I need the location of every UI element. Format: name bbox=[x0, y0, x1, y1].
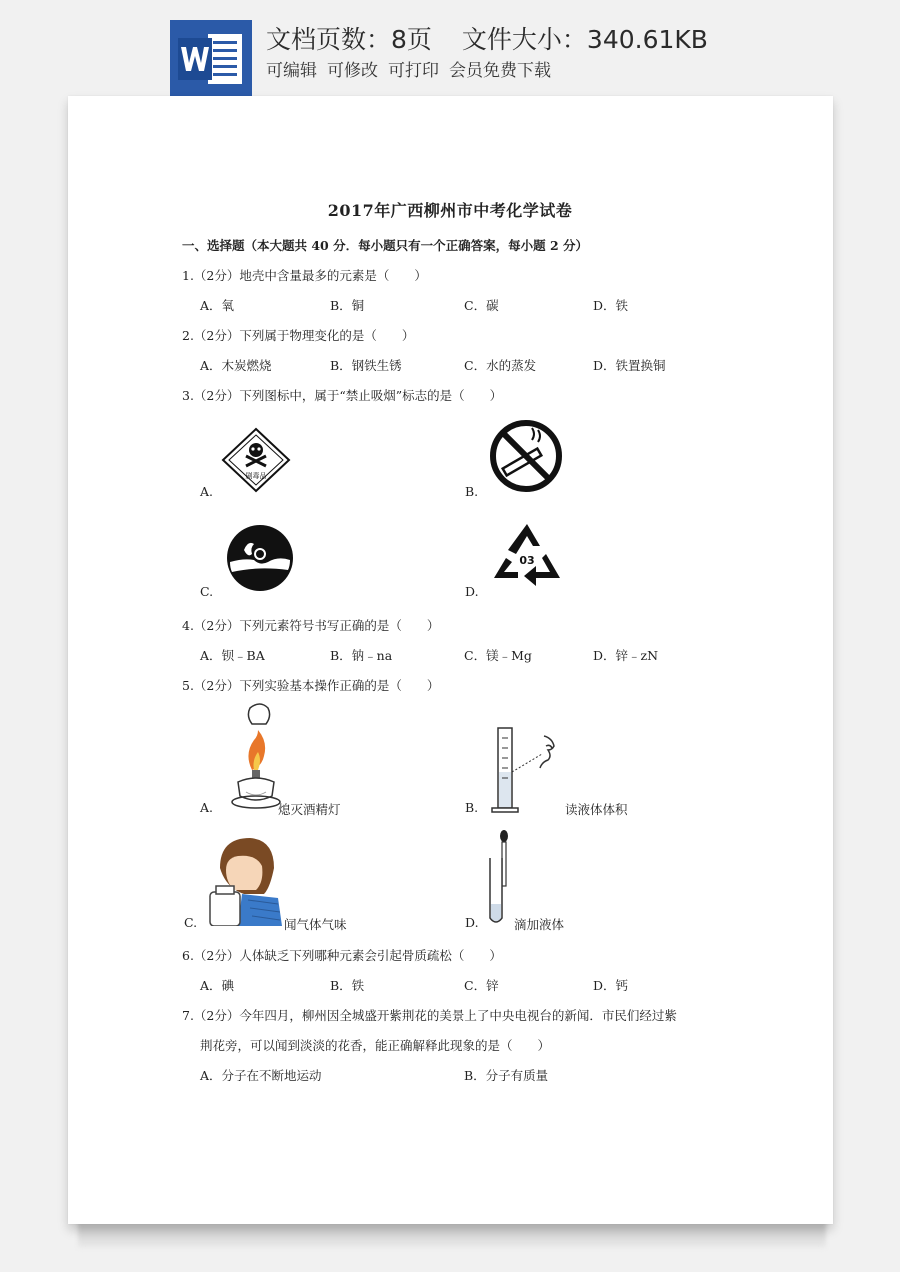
question-7-continued: 荆花旁，可以闻到淡淡的花香，能正确解释此现象的是（ ） bbox=[200, 1038, 551, 1053]
feature-member-download: 会员免费下载 bbox=[449, 61, 551, 81]
poison-sign-icon bbox=[220, 426, 292, 494]
q5-caption-a: 熄灭酒精灯 bbox=[278, 802, 341, 817]
alcohol-lamp-icon bbox=[222, 700, 288, 814]
question-5: 5.（2分）下列实验基本操作正确的是（ ） bbox=[182, 678, 440, 693]
question-7: 7.（2分）今年四月，柳州因全城盛开紫荆花的美景上了中央电视台的新闻．市民们经过紫 bbox=[182, 1008, 677, 1023]
q3-label-b: B. bbox=[465, 484, 479, 499]
file-info-line bbox=[266, 20, 738, 56]
dropper-test-tube-icon bbox=[486, 828, 512, 928]
q3-label-d: D. bbox=[465, 584, 479, 599]
word-document-icon bbox=[170, 20, 252, 96]
q1-option-a: A．氧 bbox=[200, 298, 235, 313]
q5-label-b: B. bbox=[465, 800, 479, 815]
corrosive-drop-icon bbox=[224, 524, 296, 592]
feature-list bbox=[266, 56, 561, 81]
question-6: 6.（2分）人体缺乏下列哪种元素会引起骨质疏松（ ） bbox=[182, 948, 502, 963]
no-smoking-icon bbox=[488, 418, 564, 494]
q5-caption-d: 滴加液体 bbox=[514, 917, 565, 932]
feature-printable: 可打印 bbox=[388, 61, 439, 81]
download-header bbox=[0, 0, 900, 100]
q1-option-b: B．铜 bbox=[330, 298, 365, 313]
question-3: 3.（2分）下列图标中，属于“禁止吸烟”标志的是（ ） bbox=[182, 388, 503, 403]
question-2: 2.（2分）下列属于物理变化的是（ ） bbox=[182, 328, 415, 343]
page-count: 文档页数：8页 bbox=[266, 25, 432, 54]
q1-option-c: C．碳 bbox=[464, 298, 499, 313]
question-1: 1.（2分）地壳中含量最多的元素是（ ） bbox=[182, 268, 427, 283]
q7-option-a: A．分子在不断地运动 bbox=[200, 1068, 322, 1083]
feature-modifiable: 可修改 bbox=[327, 61, 378, 81]
q2-option-d: D．铁置换铜 bbox=[593, 358, 666, 373]
q5-label-d: D. bbox=[465, 915, 479, 930]
q4-option-d: D．锌﹣zN bbox=[593, 648, 659, 663]
q4-option-a: A．钡﹣BA bbox=[200, 648, 265, 663]
q5-label-c: C. bbox=[184, 915, 198, 930]
q3-label-a: A. bbox=[200, 484, 214, 499]
recycling-symbol-icon bbox=[488, 518, 566, 594]
q5-caption-c: 闻气体气味 bbox=[284, 917, 347, 932]
q2-option-a: A．木炭燃烧 bbox=[200, 358, 272, 373]
q6-option-b: B．铁 bbox=[330, 978, 365, 993]
recycle-code: 03 bbox=[519, 554, 535, 567]
q2-option-b: B．钢铁生锈 bbox=[330, 358, 402, 373]
q7-option-b: B．分子有质量 bbox=[464, 1068, 549, 1083]
q1-option-d: D．铁 bbox=[593, 298, 629, 313]
q4-option-b: B．钠﹣na bbox=[330, 648, 393, 663]
feature-editable: 可编辑 bbox=[266, 61, 317, 81]
q6-option-c: C．锌 bbox=[464, 978, 499, 993]
q5-caption-b: 读液体体积 bbox=[565, 802, 628, 817]
q6-option-d: D．钙 bbox=[593, 978, 629, 993]
smelling-gas-icon bbox=[206, 834, 282, 926]
q4-option-c: C．镁﹣Mg bbox=[464, 648, 532, 663]
q3-label-c: C. bbox=[200, 584, 214, 599]
paper-shadow bbox=[78, 1222, 826, 1248]
graduated-cylinder-icon bbox=[488, 724, 564, 816]
q5-label-a: A. bbox=[200, 800, 214, 815]
poison-sign-label: 剧毒品 bbox=[245, 472, 267, 480]
file-size: 文件大小：340.61KB bbox=[461, 25, 708, 54]
q6-option-a: A．碘 bbox=[200, 978, 235, 993]
section-heading: 一、选择题（本大题共 40 分．每小题只有一个正确答案，每小题 2 分） bbox=[182, 238, 589, 253]
exam-title: 2017年广西柳州市中考化学试卷 bbox=[327, 201, 573, 220]
q2-option-c: C．水的蒸发 bbox=[464, 358, 537, 373]
question-4: 4.（2分）下列元素符号书写正确的是（ ） bbox=[182, 618, 440, 633]
